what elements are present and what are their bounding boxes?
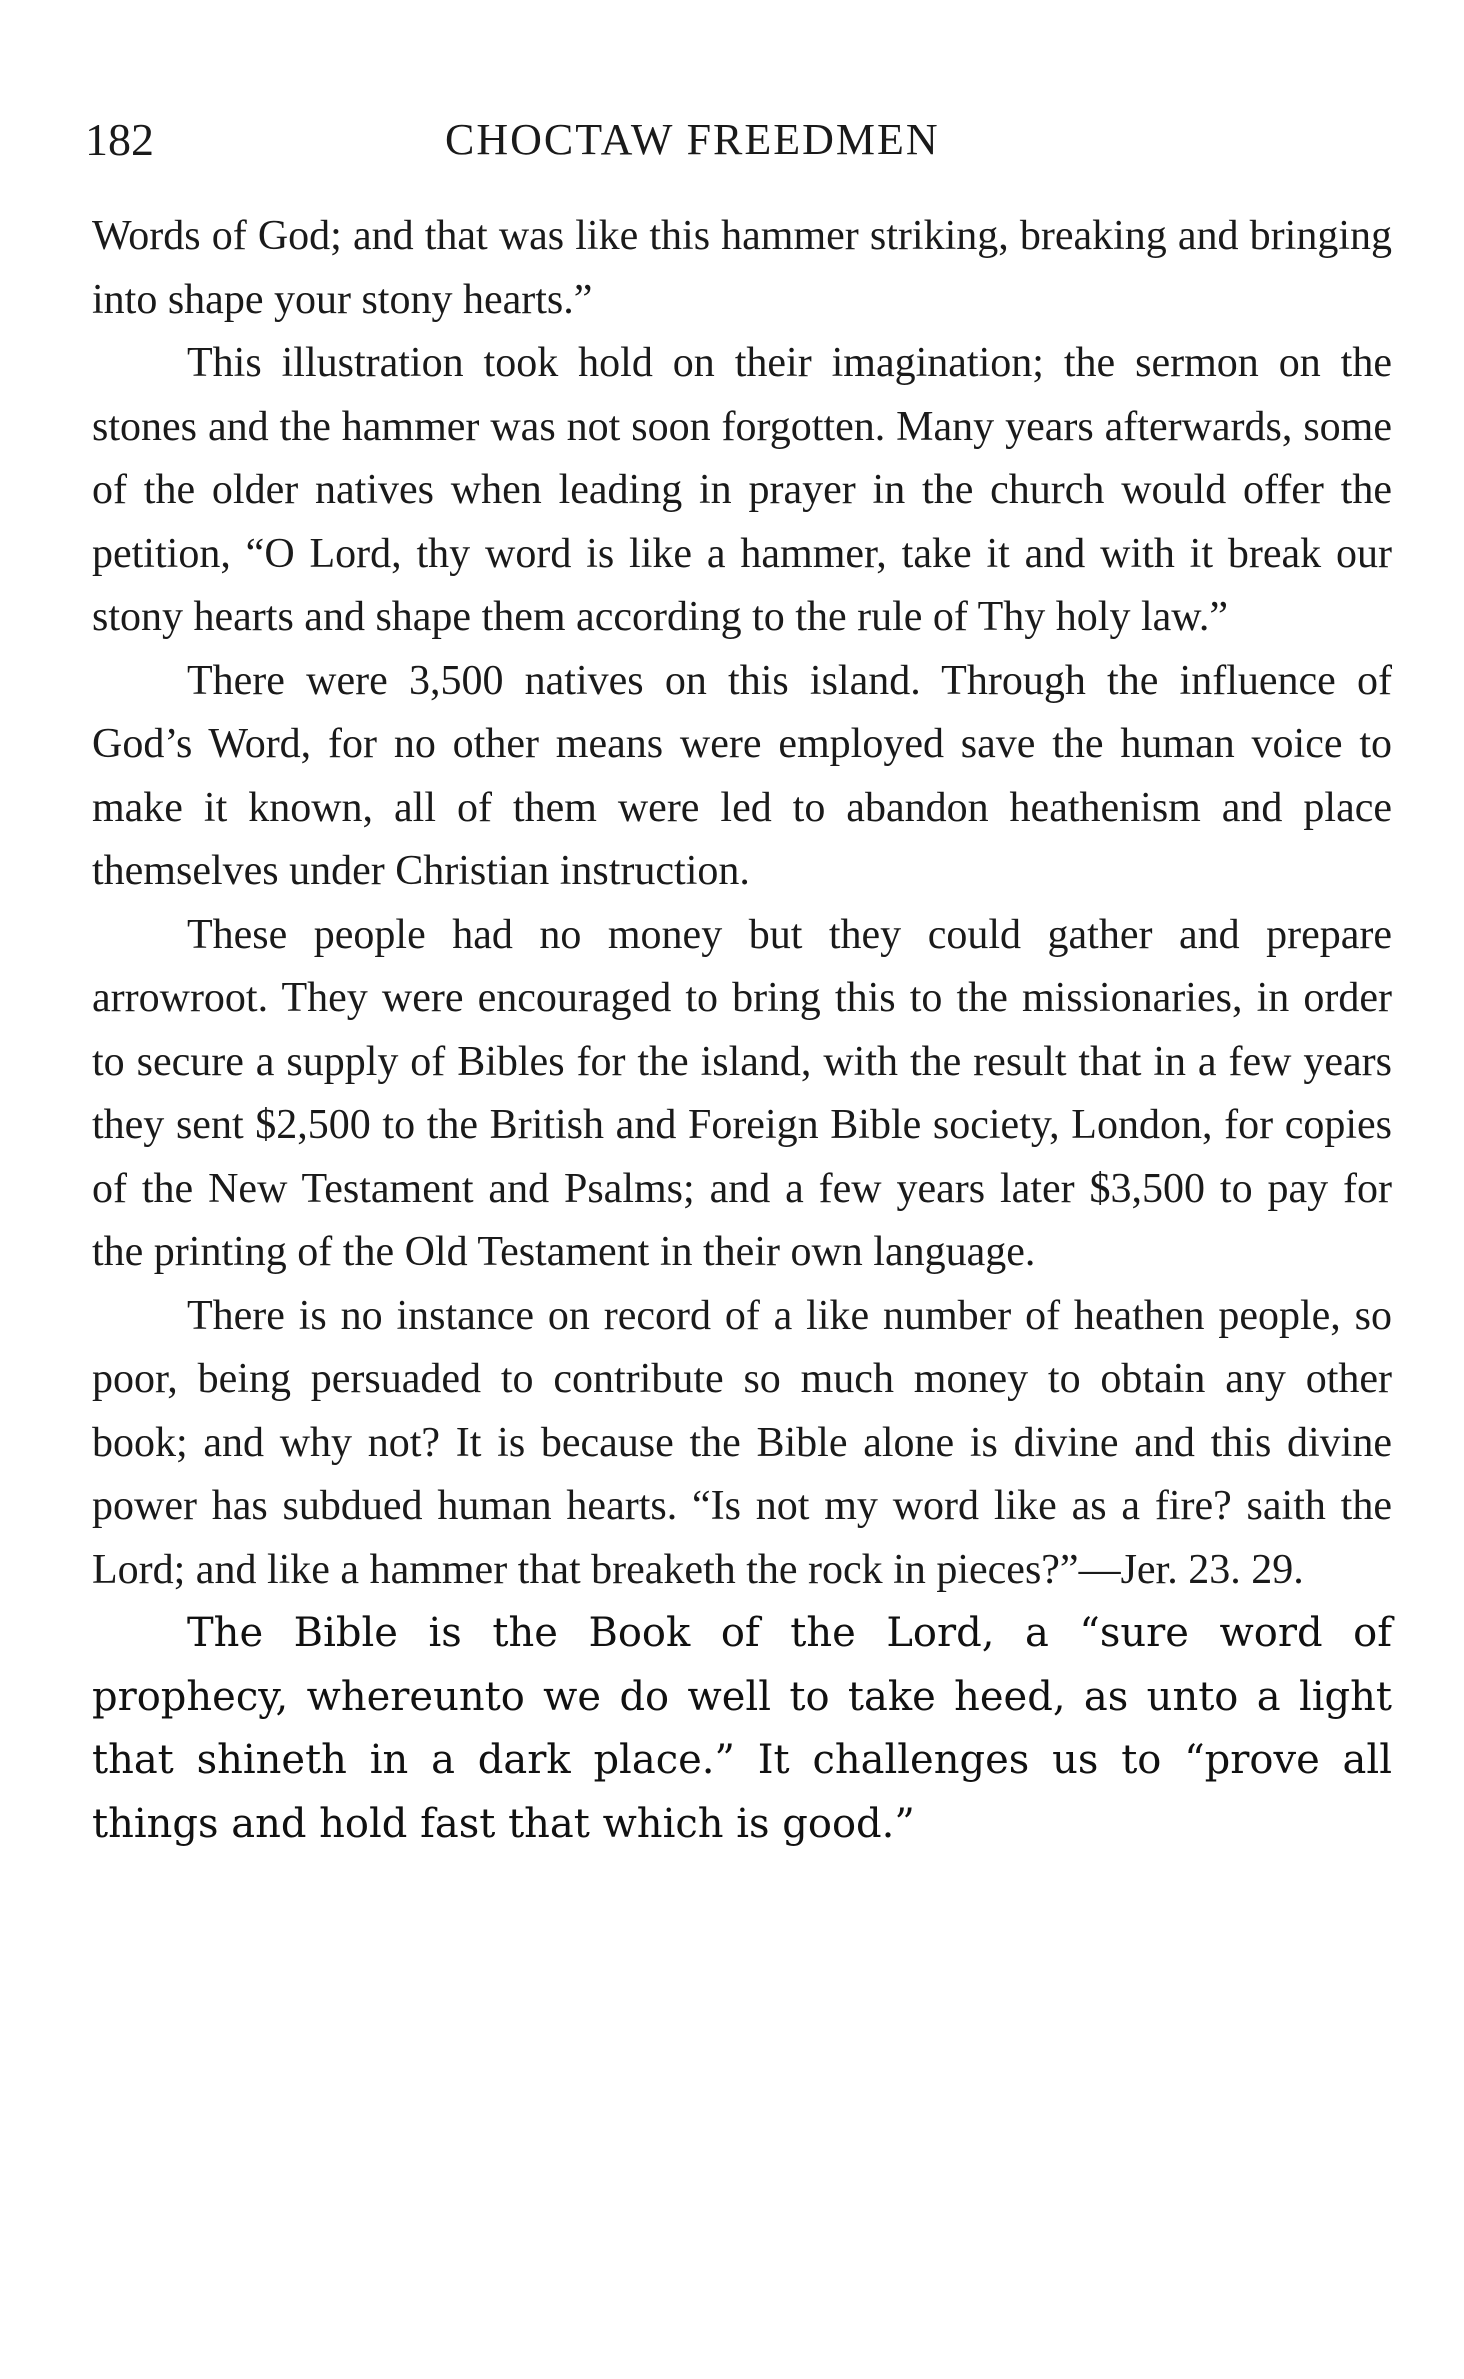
body-text: [92, 205, 1392, 1856]
paragraph-no-instance: There is no instance on record of a like number of heathen people, so poor, being persuaded to contribute so much money to obtain any other book; and why not? It is because the Bible alone is divine and this divine power has subdued human hearts. “Is not my word like as a fire? saith the Lord; and like a hammer that breaketh the rock in pieces?”—Jer. 23. 29.: [92, 1292, 1392, 1593]
paragraph-arrowroot: These people had no money but they could gather and prepare arrowroot. They were encouraged to bring this to the missionaries, in order to secure a supply of Bibles for the island, with the result that in a few years they sent $2,500 to the British and Foreign Bible society, London, for copies of the New Testament and Psalms; and a few years later $3,500 to pay for the printing of the Old Testament in their own language.: [92, 911, 1392, 1275]
paragraph-illustration: This illustration took hold on their imagination; the sermon on the stones and the hammer was not soon forgotten. Many years afterwards, some of the older natives when leading in prayer in the church would offer the petition, “O Lord, thy word is like a hammer, take it and with it break our stony hearts and shape them according to the rule of Thy holy law.”: [92, 340, 1392, 640]
paragraph-book-of-the-lord: The Bible is the Book of the Lord, a “sure word of prophecy, whereunto we do well to take heed, as unto a light that shineth in a dark place.” It challenges us to “prove all things and hold fast that which is good.”: [92, 1610, 1392, 1847]
paragraph-continued: Words of God; and that was like this hammer striking, breaking and bringing into shape your stony hearts.”: [92, 213, 1392, 323]
paragraph-natives: There were 3,500 natives on this island. Through the influence of God’s Word, for no other means were employed save the human voice to make it known, all of them were led to abandon heathenism and place themselves under Christian instruction.: [92, 657, 1392, 894]
page-header: [85, 100, 1395, 180]
running-title: CHOCTAW FREEDMEN: [445, 115, 940, 164]
page-number: 182: [85, 114, 154, 165]
